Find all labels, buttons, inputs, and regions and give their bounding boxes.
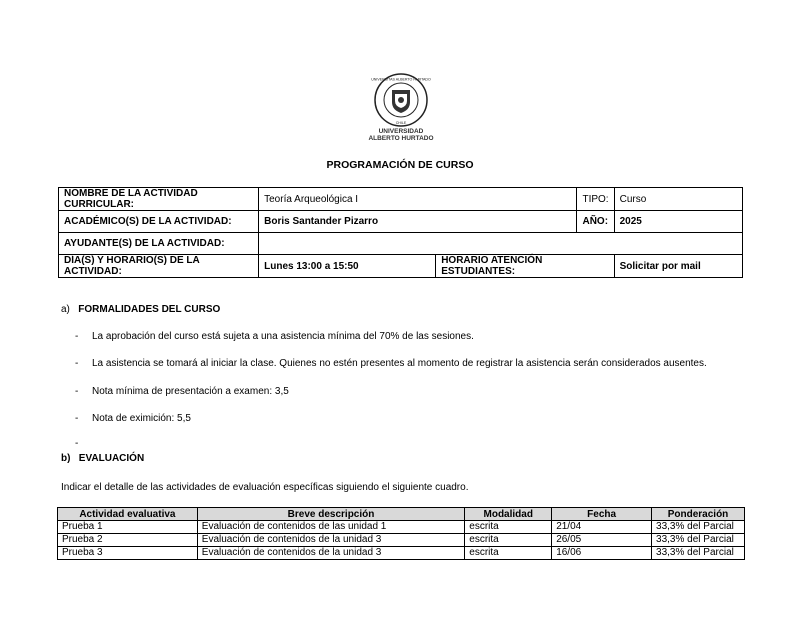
table-cell: 33,3% del Parcial xyxy=(652,521,745,534)
bullet-dash: - xyxy=(75,331,79,342)
column-header: Fecha xyxy=(552,508,652,521)
table-cell: escrita xyxy=(465,547,552,560)
bullet-dash: - xyxy=(75,438,79,449)
column-header: Actividad evaluativa xyxy=(58,508,198,521)
table-cell: escrita xyxy=(465,534,552,547)
evaluation-header-row xyxy=(58,508,745,521)
schedule-label: DÍA(S) Y HORARIO(S) DE LA ACTIVIDAD: xyxy=(59,255,259,278)
section-b-heading xyxy=(61,453,144,464)
table-cell: 16/06 xyxy=(552,547,652,560)
info-row-schedule xyxy=(59,255,743,278)
table-cell: Prueba 3 xyxy=(58,547,198,560)
table-cell: 33,3% del Parcial xyxy=(652,547,745,560)
assistant-label: AYUDANTE(S) DE LA ACTIVIDAD: xyxy=(59,233,259,255)
column-header: Modalidad xyxy=(465,508,552,521)
section-a-heading xyxy=(61,304,220,315)
table-cell: Prueba 1 xyxy=(58,521,198,534)
type-label: TIPO: xyxy=(577,188,614,211)
bullet-text: La aprobación del curso está sujeta a una asistencia mínima del 70% de las sesiones. xyxy=(92,331,474,342)
assistant-value xyxy=(259,233,743,255)
logo-line-1: UNIVERSIDAD xyxy=(378,128,424,135)
bullet-text: Nota de eximición: 5,5 xyxy=(92,413,191,424)
activity-name-value: Teoría Arqueológica I xyxy=(259,188,577,211)
type-value: Curso xyxy=(614,188,742,211)
bullet-dash: - xyxy=(75,358,79,369)
year-value: 2025 xyxy=(614,211,742,233)
column-header: Ponderación xyxy=(652,508,745,521)
section-b-marker: b) xyxy=(61,453,71,464)
section-a-marker: a) xyxy=(61,304,70,315)
logo-line-2: ALBERTO HURTADO xyxy=(368,135,434,142)
academic-label: ACADÉMICO(S) DE LA ACTIVIDAD: xyxy=(59,211,259,233)
info-row-academic xyxy=(59,211,743,233)
table-cell: Evaluación de contenidos de las unidad 1 xyxy=(197,521,464,534)
university-seal-icon xyxy=(371,72,431,128)
table-row xyxy=(58,547,745,560)
bullet-text: Nota mínima de presentación a examen: 3,5 xyxy=(92,386,289,397)
info-row-activity xyxy=(59,188,743,211)
section-a-title: FORMALIDADES DEL CURSO xyxy=(78,304,221,315)
table-cell: Evaluación de contenidos de la unidad 3 xyxy=(197,547,464,560)
bullet-text: La asistencia se tomará al iniciar la clase. Quienes no estén presentes al momento de registrar la asistencia serán considerados ausentes. xyxy=(92,358,707,369)
seal-ring-bottom: CHILE xyxy=(395,121,407,125)
university-logo xyxy=(365,72,437,142)
table-row xyxy=(58,521,745,534)
table-cell: 21/04 xyxy=(552,521,652,534)
office-hours-value: Solicitar por mail xyxy=(614,255,742,278)
info-row-assistant xyxy=(59,233,743,255)
table-cell: Prueba 2 xyxy=(58,534,198,547)
bullet-dash: - xyxy=(75,413,79,424)
office-hours-label: HORARIO ATENCIÓN ESTUDIANTES: xyxy=(436,255,614,278)
evaluation-table xyxy=(57,507,745,560)
course-info-table xyxy=(58,187,743,278)
activity-name-label: NOMBRE DE LA ACTIVIDAD CURRICULAR: xyxy=(59,188,259,211)
table-cell: escrita xyxy=(465,521,552,534)
seal-ring-text: UNIVERSITAS ALBERTO HURTADO xyxy=(371,77,431,82)
column-header: Breve descripción xyxy=(197,508,464,521)
bullet-dash: - xyxy=(75,386,79,397)
table-cell: Evaluación de contenidos de la unidad 3 xyxy=(197,534,464,547)
table-cell: 33,3% del Parcial xyxy=(652,534,745,547)
evaluation-intro: Indicar el detalle de las actividades de evaluación específicas siguiendo el siguiente cuadro. xyxy=(61,482,469,493)
academic-value: Boris Santander Pizarro xyxy=(259,211,577,233)
table-cell: 26/05 xyxy=(552,534,652,547)
schedule-value: Lunes 13:00 a 15:50 xyxy=(259,255,436,278)
page-title: PROGRAMACIÓN DE CURSO xyxy=(326,159,474,171)
section-b-title: EVALUACIÓN xyxy=(78,453,145,464)
table-row xyxy=(58,534,745,547)
year-label: AÑO: xyxy=(577,211,614,233)
